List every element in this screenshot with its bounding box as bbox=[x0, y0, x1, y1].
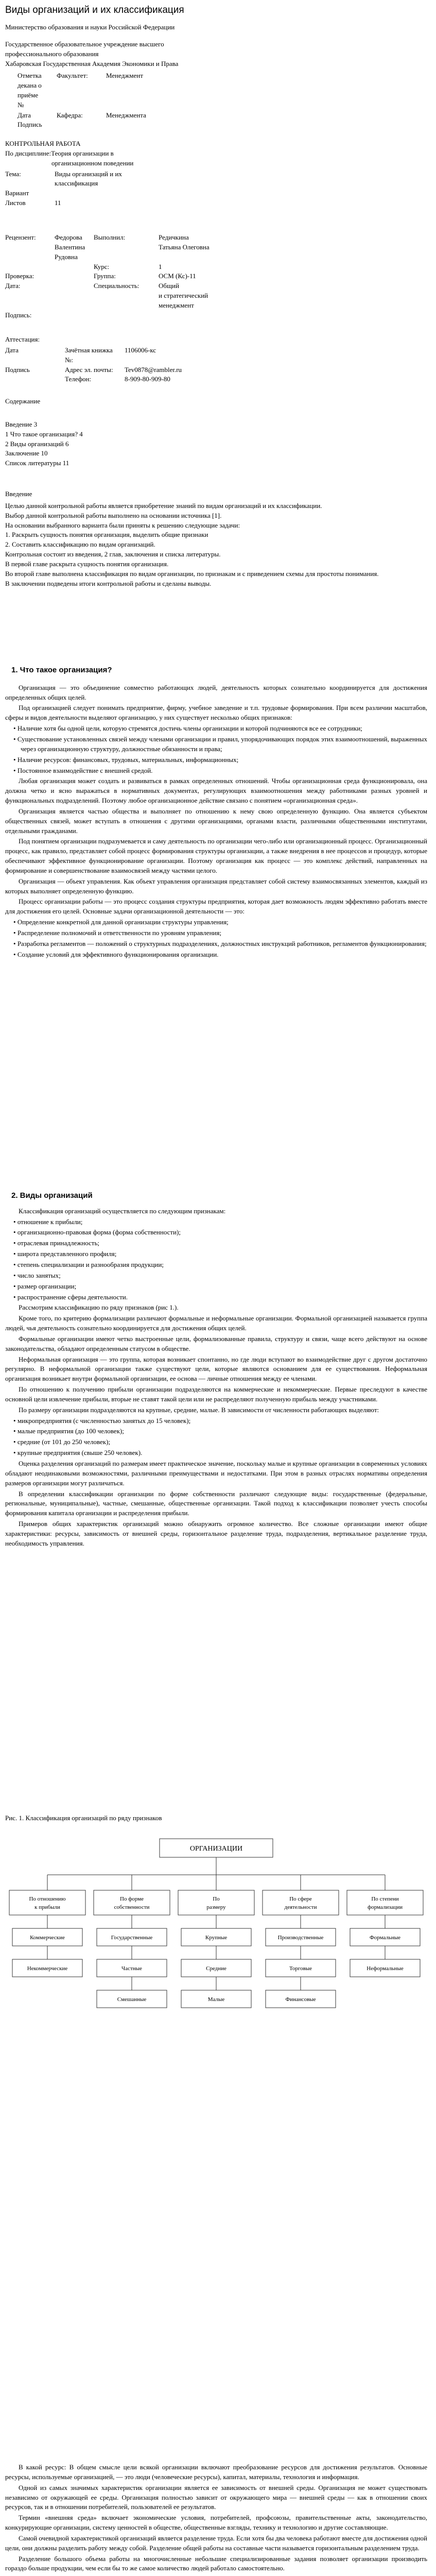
figure-classification bbox=[5, 1814, 427, 2434]
sec2-para: Разделение большого объема работы на многочисленные небольшие специализированные задания позволяет организации производить гораздо больше продукции, чем если бы то же самое количество людей работало самостоятельно. bbox=[5, 2554, 427, 2572]
sec2-para: По отношению к получению прибыли организации подразделяются на коммерческие и некоммерческие. Первые преследуют в качестве основной цели извлечение прибыли, вторые не ставят такой цели или не распределяют полученную прибыль между участниками. bbox=[5, 1385, 427, 1403]
sec2-para: Оценка разделения организаций по размерам имеет практическое значение, поскольку малые и крупные организации в современных условиях обладают неодинаковыми возможностями, различными преимуществами и недостатками. При этом в разных отраслях нормативы определения размеров организации могут различаться. bbox=[5, 1460, 427, 1487]
sec2-list-item: • отраслевая принадлежность; bbox=[13, 1239, 100, 1247]
diagram-type-label: Смешанные bbox=[117, 1996, 147, 2003]
reviewer-label: Рецензент: bbox=[5, 233, 36, 241]
dean-mark-label-2: декана о bbox=[18, 81, 42, 89]
sheets-label: Листов bbox=[5, 199, 26, 207]
spec-label: Специальность: bbox=[94, 282, 139, 290]
performer-label: Выполнил: bbox=[94, 233, 126, 241]
sec2-para: Кроме того, по критерию формализации различают формальные и неформальные организации. Формальной организацией называется группа людей, чья деятельность сознательно координируется для достижения общих целей. bbox=[5, 1314, 427, 1332]
intro-para: В первой главе раскрыта сущность понятия организация. bbox=[5, 560, 169, 568]
intro-para: 1. Раскрыть сущность понятия организация, выделить общие признаки bbox=[5, 531, 208, 539]
check-sign-label: Подпись: bbox=[5, 311, 32, 319]
sec2-para: Рассмотрим классификацию по ряду признаков (рис 1.). bbox=[19, 1303, 179, 1312]
chair-value: Менеджмента bbox=[106, 111, 146, 119]
sec2-para: Примеров общих характеристик организаций можно обнаружить огромное количество. Все сложные организации имеют общие характеристики: ресурсы, зависимость от внешней среды, горизонтальное разделение труда, подразделения, вертикальное разделение труда, необходимость управления. bbox=[5, 1520, 427, 1547]
persons-block bbox=[5, 233, 427, 320]
topic-text-2: классификация bbox=[55, 179, 98, 188]
contents-list bbox=[5, 420, 427, 468]
institution-line-2: профессионального образования bbox=[5, 49, 99, 58]
diagram-type-label: Неформальные bbox=[367, 1965, 404, 1972]
sec2-para: В определении классификации организации по форме собственности различают следующие виды: государственные (федеральные, региональные, муниципальные), частные, смешанные, общественные организации. Такой подход к классификации позволяет учесть способы формирования капитала организации и распределения прибыли. bbox=[5, 1489, 427, 1517]
diagram-category-label: формализации bbox=[367, 1904, 403, 1910]
sec2-para: Самой очевидной характеристикой организаций является разделение труда. Если хотя бы два человека работают вместе для достижения одной цели, они должны разделить работу между собой. Разделение общей работы на составные части называется горизонтальным разделением труда. bbox=[5, 2534, 427, 2552]
group-label: Группа: bbox=[94, 272, 116, 280]
contents-item[interactable]: 2 Виды организаций 6 bbox=[5, 439, 69, 448]
sec2-list-item: • крупные предприятия (свыше 250 человек). bbox=[13, 1449, 143, 1457]
diagram-type-label: Частные bbox=[121, 1965, 142, 1972]
group-value: ОСМ (Кс)-11 bbox=[159, 272, 196, 280]
diagram-category-box bbox=[94, 1890, 170, 1915]
performer-name: Редичкина bbox=[159, 233, 189, 241]
sec2-list-item: • отношение к прибыли; bbox=[13, 1217, 83, 1226]
sec1-para: Организация — это объединение совместно работающих людей, деятельность которых сознательно координируется для достижения определенных общих целей. bbox=[5, 683, 427, 701]
topic-text: Виды организаций и их bbox=[55, 170, 122, 178]
book-value: 1106006-кс bbox=[125, 346, 156, 354]
faculty-value: Менеджмент bbox=[106, 72, 143, 79]
diagram-type-label: Формальные bbox=[369, 1934, 401, 1941]
course-value: 1 bbox=[159, 262, 162, 270]
att-date-label: Дата bbox=[5, 346, 19, 354]
section-1 bbox=[5, 665, 427, 961]
diagram-category-label: По bbox=[213, 1895, 220, 1902]
sign-label: Подпись bbox=[18, 121, 42, 129]
faculty-key: Факультет: bbox=[57, 72, 88, 79]
header-block bbox=[5, 23, 427, 69]
sec2-para: Неформальная организация — это группа, которая возникает спонтанно, но где люди вступают во взаимодействие друг с другом достаточно регулярно. В неформальной организации также существуют цели, которые являются основанием для ее существования. Неформальная организация возникает внутри формальной организации, ее основа — личные отношения между ее членами. bbox=[5, 1355, 427, 1383]
diagram-category-label: собственности bbox=[114, 1904, 150, 1910]
sec1-list-item: • Наличие хотя бы одной цели, которую стремятся достичь члены организации и которой подчиняются все ее сотрудники; bbox=[13, 724, 362, 733]
sec2-list-item: • размер организации; bbox=[13, 1282, 77, 1290]
sec2-para: Одной из самых значимых характеристик организации является ее зависимость от внешней среды. Организация не может существовать независимо от окружающей ее среды. Организация полностью зависит от окружающего мира — внешней среды — как в отношении своих ресурсов, так и в отношении потребителей, пользователей ее результатов. bbox=[5, 2483, 427, 2511]
diagram-type-label: Крупные bbox=[205, 1934, 228, 1941]
diagram-type-label: Финансовые bbox=[285, 1996, 316, 2003]
reviewer-name: Федорова bbox=[55, 233, 82, 241]
diagram-type-label: Производственные bbox=[277, 1934, 324, 1941]
sec1-list-item: • Распределение полномочий и ответственности по уровням управления; bbox=[13, 929, 222, 937]
intro-para: На основании выбранного варианта были приняты к решению следующие задачи: bbox=[5, 521, 240, 529]
contents-item[interactable]: 1 Что такое организация? 4 bbox=[5, 430, 83, 438]
variant-label: Вариант bbox=[5, 189, 29, 197]
sec1-para: Под понятием организации подразумевается и саму деятельность по организации чего-либо или организационный процесс. Организационный процесс, как правило, представляет собой процесс формирования структуры организации, а также внедрения в нее процессов и процедур, которые обеспечивают эффективное функционирование организации. Поэтому организация как процесс — это комплекс действий, направленных на формирование и совершенствование взаимосвязей между частями целого. bbox=[5, 837, 427, 874]
diagram-type-label: Коммерческие bbox=[30, 1934, 65, 1941]
ministry-text: Министерство образования и науки Российской Федерации bbox=[5, 23, 175, 31]
diagram-type-label: Государственные bbox=[111, 1934, 153, 1941]
sec1-para: Под организацией следует понимать предприятие, фирму, учебное заведение и т.п. трудовые формирования. При всем различии масштабов, сферы и видов деятельности выделяют организацию, у них существует несколько общих признаков: bbox=[5, 704, 427, 722]
sec2-para: Термин «внешняя среда» включает экономические условия, потребителей, профсоюзы, правительственные акты, законодательство, конкурирующие организации, систему ценностей в обществе, общественные взгляды, технику и технологию и другие составляющие. bbox=[5, 2514, 427, 2532]
sheets-value: 11 bbox=[55, 199, 61, 207]
diagram-category-box bbox=[263, 1890, 339, 1915]
intro-para: Контрольная состоит из введения, 2 глав, заключения и списка литературы. bbox=[5, 550, 221, 558]
diagram-type-label: Средние bbox=[206, 1965, 226, 1972]
phone-label: Телефон: bbox=[65, 375, 92, 383]
attestation-label: Аттестация: bbox=[5, 335, 40, 343]
reviewer-name-3: Рудовна bbox=[55, 252, 78, 261]
diagram-category-label: По степени bbox=[371, 1895, 399, 1902]
intro-para: Выбор данной контрольной работы выполнено на основании источника [1]. bbox=[5, 511, 222, 519]
addr-value: Tev0878@rambler.ru bbox=[125, 365, 182, 374]
contents-item[interactable]: Введение 3 bbox=[5, 420, 38, 428]
contents-item[interactable]: Список литературы 11 bbox=[5, 459, 69, 467]
sec1-para: Процесс организации работы — это процесс создания структуры предприятия, которая дает возможность людям эффективно работать вместе для достижения его целей. Основные задачи организационной деятельности — это: bbox=[5, 897, 427, 916]
section-2-continued bbox=[5, 2463, 427, 2576]
sec1-list-item: • Наличие ресурсов: финансовых, трудовых, материальных, информационных; bbox=[13, 755, 239, 764]
diagram-category-label: размеру bbox=[206, 1904, 226, 1910]
diagram-category-box bbox=[9, 1890, 85, 1915]
contents-block bbox=[5, 397, 427, 468]
number-label: № bbox=[18, 100, 24, 109]
book-label: Зачётная книжка №: bbox=[65, 346, 113, 364]
sec1-para: Любая организация может создать и развиваться в рамках определенных отношений. Чтобы организационная среда функционировала, она должна четко и ясно выражаться в нормативных документах, регулирующих взаимоотношения между работниками разных уровней и функциональных подразделений. Поэтому любое организационное действие связано с понятием «организационная среда». bbox=[5, 777, 427, 805]
control-work-block bbox=[5, 139, 427, 208]
checked-label: Проверка: bbox=[5, 272, 34, 280]
sec2-list-item: • малые предприятия (до 100 человек); bbox=[13, 1427, 124, 1435]
intro-para: Целью данной контрольной работы является приобретение знаний по видам организаций и их классификации. bbox=[5, 501, 322, 510]
sec2-para: В какой ресурс: В общем смысле цели всякой организации включают преобразование ресурсов для достижения результатов. Основные ресурсы, используемые организацией, — это люди (человеческие ресурсы), капитал, материалы, технология и информация. bbox=[5, 2463, 427, 2481]
dept-block bbox=[18, 71, 275, 130]
sec2-list-item: • степень специализации и разнообразия продукции; bbox=[13, 1260, 164, 1268]
sec1-para: Организация является частью общества и выполняет по отношению к нему свою определенную функцию. Она является субъектом общественных связей, может вступать в отношения с другими организациями, органами власти, различными общественными институтами, отдельными гражданами. bbox=[5, 807, 427, 835]
course-label: Курс: bbox=[94, 262, 110, 270]
date-label: Дата bbox=[18, 111, 31, 119]
intro-para: 2. Составить классификацию по видам организаций. bbox=[5, 540, 155, 549]
sec2-list-item: • организационно-правовая форма (форма собственности); bbox=[13, 1228, 181, 1236]
sec2-list-item: • число занятых; bbox=[13, 1271, 61, 1279]
sec1-list-item: • Постоянное взаимодействие с внешней средой. bbox=[13, 766, 153, 774]
sec2-para: Классификация организаций осуществляется по следующим признакам: bbox=[19, 1207, 226, 1215]
sec1-list-item: • Разработка регламентов — положений о структурных подразделениях, должностных инструкций работников, регламентов функционирования; bbox=[13, 939, 427, 947]
diagram-category-label: По сфере bbox=[289, 1895, 312, 1902]
sec2-list-item: • распространение сферы деятельности. bbox=[13, 1293, 128, 1301]
diagram-category-label: к прибыли bbox=[34, 1904, 60, 1910]
reviewer-name-2: Валентина bbox=[55, 243, 85, 251]
check-date-label: Дата: bbox=[5, 282, 21, 290]
section-2-title: 2. Виды организаций bbox=[11, 1191, 93, 1200]
diagram-type-label: Торговые bbox=[289, 1965, 312, 1972]
sec1-para: Организация — объект управления. Как объект управления организация представляет собой систему взаимосвязанных элементов, каждый из которых выполняет определенную функцию. bbox=[5, 877, 427, 895]
dean-mark-label: Отметка bbox=[18, 72, 42, 79]
discipline-text-2: организационном поведении bbox=[51, 159, 134, 167]
sec2-list-item: • микропредприятия (с численностью занятых до 15 человек); bbox=[13, 1416, 191, 1425]
contents-item[interactable]: Заключение 10 bbox=[5, 449, 48, 457]
attestation-block bbox=[5, 335, 427, 384]
institution-line-1: Государственное образовательное учреждение высшего bbox=[5, 40, 164, 48]
diagram-type-label: Некоммерческие bbox=[27, 1965, 68, 1972]
sec1-list-item: • Определение конкретной для данной организации структуры управления; bbox=[13, 918, 229, 926]
page-title: Виды организаций и их классификация bbox=[5, 5, 184, 15]
contents-title: Содержание bbox=[5, 397, 41, 405]
sec2-para: Формальные организации имеют четко выстроенные цели, формализованные правила, структуру и связи, чаще всего действуют на основе законодательства, обладают определенным статусом в обществе. bbox=[5, 1334, 427, 1352]
figure-caption: Рис. 1. Классификация организаций по ряду признаков bbox=[5, 1814, 162, 1822]
diagram-category-label: По форме bbox=[120, 1895, 144, 1902]
sec1-list-item: • Существование установленных связей между членами организации и правил, упорядочивающих порядок этих взаимоотношений, выраженных через организационную структуру, должностные обязанности и права; bbox=[13, 735, 427, 753]
diagram-root-label: ОРГАНИЗАЦИИ bbox=[189, 1844, 243, 1853]
spec-value: Общий bbox=[159, 282, 179, 290]
section-2 bbox=[5, 1190, 427, 1550]
intro-para: В заключении подведены итоги контрольной работы и сделаны выводы. bbox=[5, 579, 212, 587]
diagram-category-box bbox=[347, 1890, 423, 1915]
topic-label: Тема: bbox=[5, 170, 21, 178]
diagram-type-label: Малые bbox=[207, 1996, 225, 2003]
performer-name-2: Татьяна Олеговна bbox=[159, 243, 210, 251]
sec2-list-item: • широта представленного профиля; bbox=[13, 1250, 117, 1258]
dean-mark-label-3: приёме bbox=[18, 91, 39, 99]
phone-value: 8-909-80-909-80 bbox=[125, 375, 170, 383]
sec2-para: По размеру организации подразделяются на крупные, средние, малые. В зависимости от численности работающих выделяют: bbox=[19, 1405, 379, 1414]
spec-value-2: и стратегический bbox=[159, 292, 208, 300]
control-work-heading: КОНТРОЛЬНАЯ РАБОТА bbox=[5, 140, 81, 147]
diagram-category-box bbox=[178, 1890, 254, 1915]
intro-title: Введение bbox=[5, 490, 32, 498]
diagram-category-label: По отношению bbox=[29, 1895, 66, 1902]
diagram-category-label: деятельности bbox=[284, 1904, 317, 1910]
intro-section bbox=[5, 489, 427, 588]
discipline-text: По дисциплине:Теория организации в bbox=[5, 149, 114, 157]
spec-value-3: менеджмент bbox=[159, 301, 194, 309]
intro-para: Во второй главе выполнена классификация по видам организации, по признакам и с приведением схемы для простоты понимания. bbox=[5, 569, 379, 578]
sec1-list-item: • Создание условий для эффективного функционирования организации. bbox=[13, 950, 219, 958]
chair-key: Кафедра: bbox=[57, 111, 83, 119]
sec2-list-item: • средние (от 101 до 250 человек); bbox=[13, 1438, 111, 1446]
classification-diagram bbox=[5, 1834, 427, 2431]
att-sign-label: Подпись bbox=[5, 365, 30, 374]
addr-label: Адрес эл. почты: bbox=[65, 365, 113, 374]
institution-line-3: Хабаровская Государственная Академия Экономики и Права bbox=[5, 59, 179, 67]
section-1-title: 1. Что такое организация? bbox=[11, 666, 112, 674]
variant-value bbox=[55, 189, 125, 198]
